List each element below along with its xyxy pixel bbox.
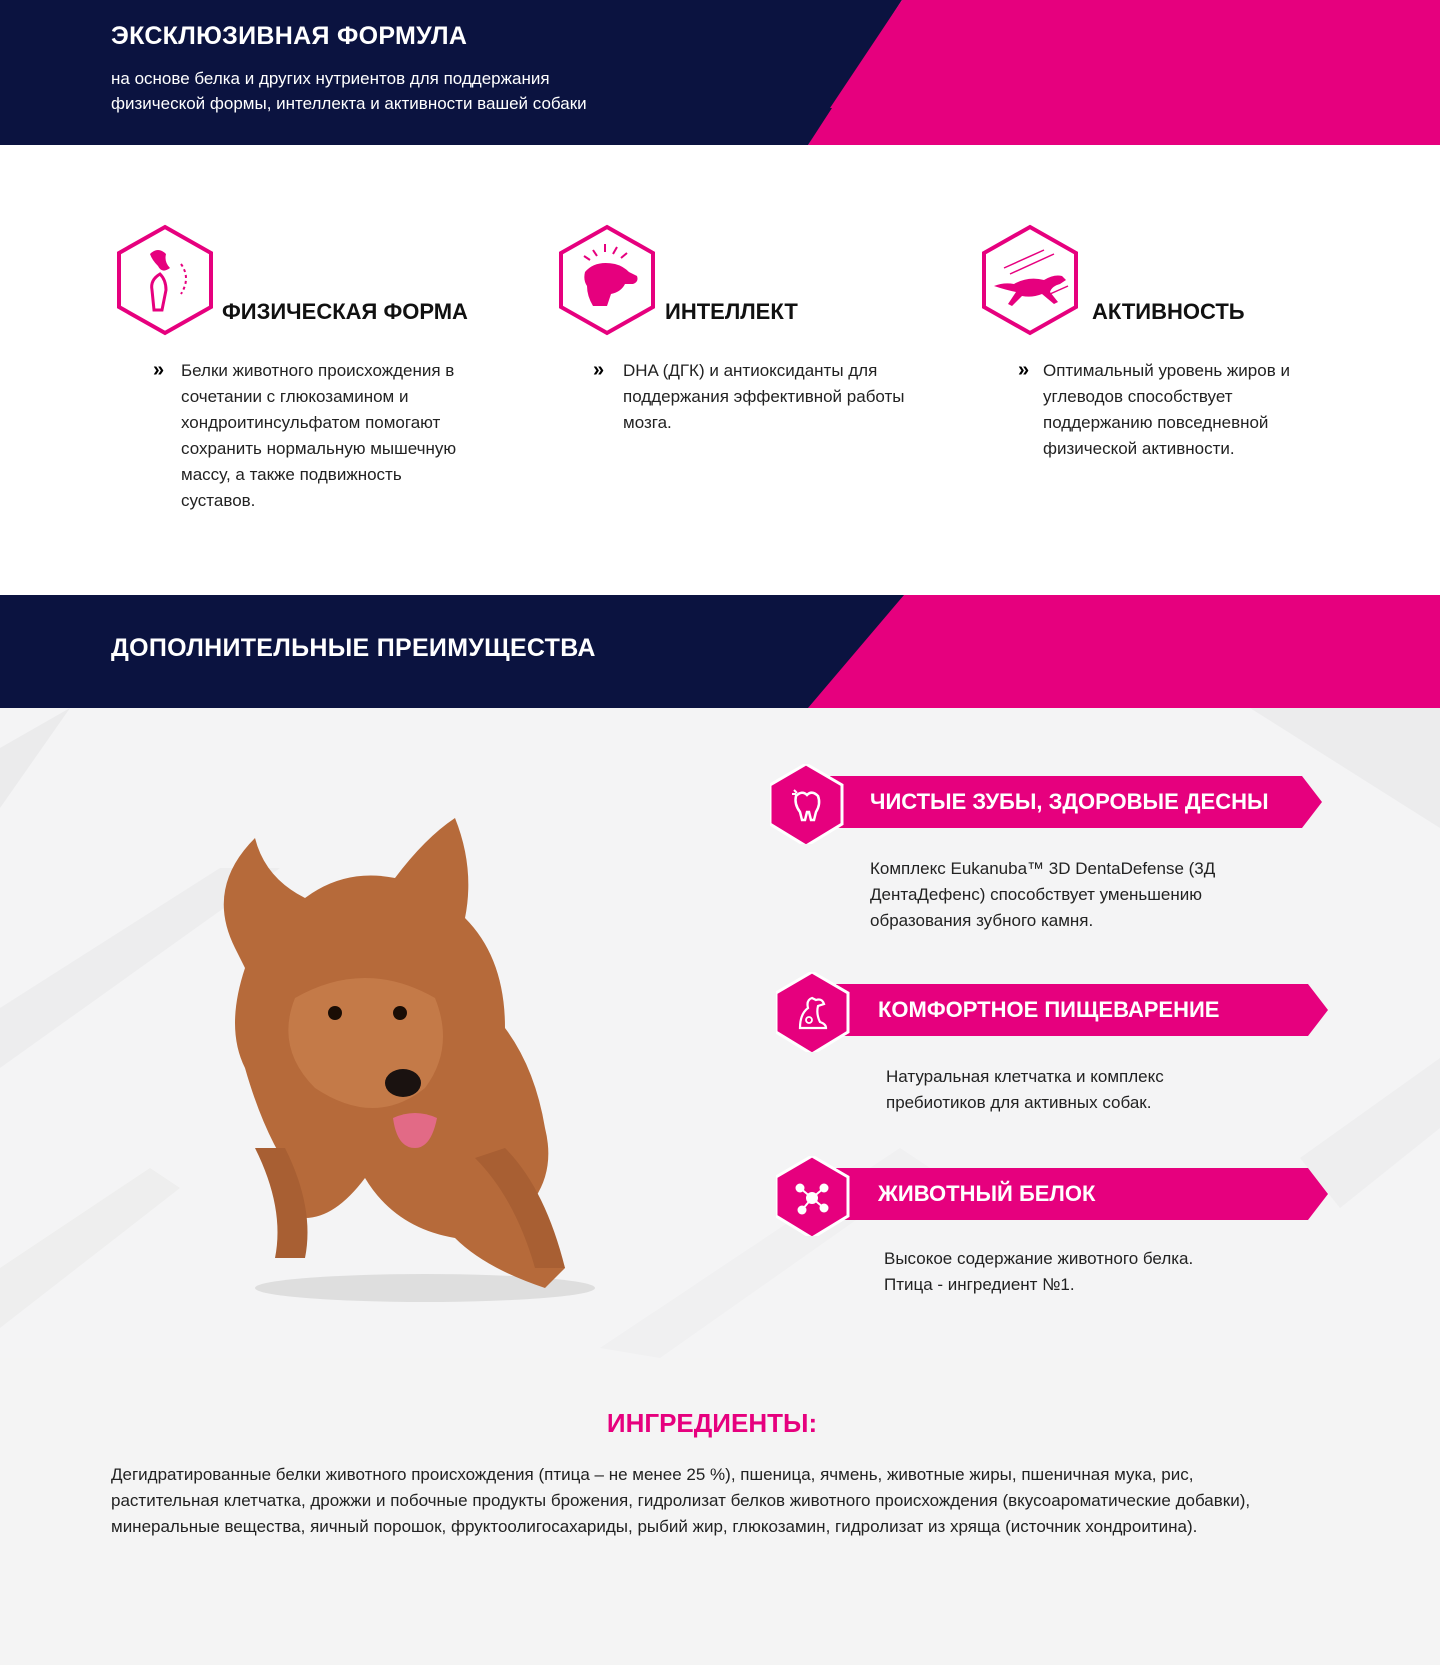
running-dog-icon [980, 224, 1080, 336]
subtitle-line-1: на основе белка и других нутриентов для поддержания [111, 69, 550, 88]
ingredients-text: Дегидратированные белки животного происхождения (птица – не менее 25 %), пшеница, ячмень, животные жиры, пшеничная мука, рис, растительная клетчатка, дрожжи и побочные продукты брожения, гидролизат белков животного происхождения (вкусоароматические добавки), минеральные вещества, яичный порошок, фруктоолигосахариды, рыбий жир, глюкозамин, гидролизат из хряща (источник хондроитина). [111, 1465, 1251, 1536]
feature-text: Белки животного происхождения в сочетании с глюкозамином и хондроитинсульфатом помогают сохранить нормальную мышечную массу, а также подвижность суставов. [181, 361, 457, 510]
benefit-teeth [770, 764, 1330, 964]
benefit-title: ЧИСТЫЕ ЗУБЫ, ЗДОРОВЫЕ ДЕСНЫ [870, 789, 1269, 814]
benefit-text: Комплекс Eukanuba™ 3D DentaDefense (3Д ДентаДефенс) способствует уменьшению образования зубного камня. [870, 859, 1216, 930]
benefit-protein [776, 1156, 1336, 1326]
benefits-band [0, 595, 1440, 708]
benefit-title: КОМФОРТНОЕ ПИЩЕВАРЕНИЕ [878, 997, 1220, 1022]
benefit-digestion [776, 972, 1336, 1142]
ingredients-section [0, 1358, 1440, 1665]
digestion-dog-icon [792, 994, 832, 1034]
benefit-title: ЖИВОТНЫЙ БЕЛОК [878, 1181, 1096, 1206]
dog-head-icon [557, 224, 657, 336]
bullet-chevron: » [153, 359, 165, 381]
benefits-title: ДОПОЛНИТЕЛЬНЫЕ ПРЕИМУЩЕСТВА [111, 634, 596, 662]
feature-title: ФИЗИЧЕСКАЯ ФОРМА [222, 299, 468, 324]
tooth-icon [790, 788, 824, 822]
benefit-text: Высокое содержание животного белка. Птица - ингредиент №1. [884, 1249, 1194, 1294]
header-band [0, 0, 1440, 145]
benefits-section [0, 708, 1440, 1358]
dog-image [175, 818, 615, 1308]
feature-text: Оптимальный уровень жиров и углеводов способствует поддержанию повседневной физической активности. [1043, 361, 1290, 458]
feature-text: DHA (ДГК) и антиоксиданты для поддержания эффективной работы мозга. [623, 361, 905, 432]
page-title: ЭКСКЛЮЗИВНАЯ ФОРМУЛА [111, 22, 468, 50]
bullet-chevron: » [593, 359, 605, 381]
feature-title: ИНТЕЛЛЕКТ [665, 299, 798, 324]
feature-title: АКТИВНОСТЬ [1092, 299, 1245, 324]
bullet-chevron: » [1018, 359, 1030, 381]
molecule-icon [790, 1176, 834, 1220]
benefit-text: Натуральная клетчатка и комплекс пребиотиков для активных собак. [886, 1067, 1164, 1112]
ingredients-title: ИНГРЕДИЕНТЫ: [606, 1408, 818, 1438]
joint-icon [115, 224, 215, 336]
page-subtitle [111, 66, 731, 116]
subtitle-line-2: физической формы, интеллекта и активности вашей собаки [111, 94, 587, 113]
